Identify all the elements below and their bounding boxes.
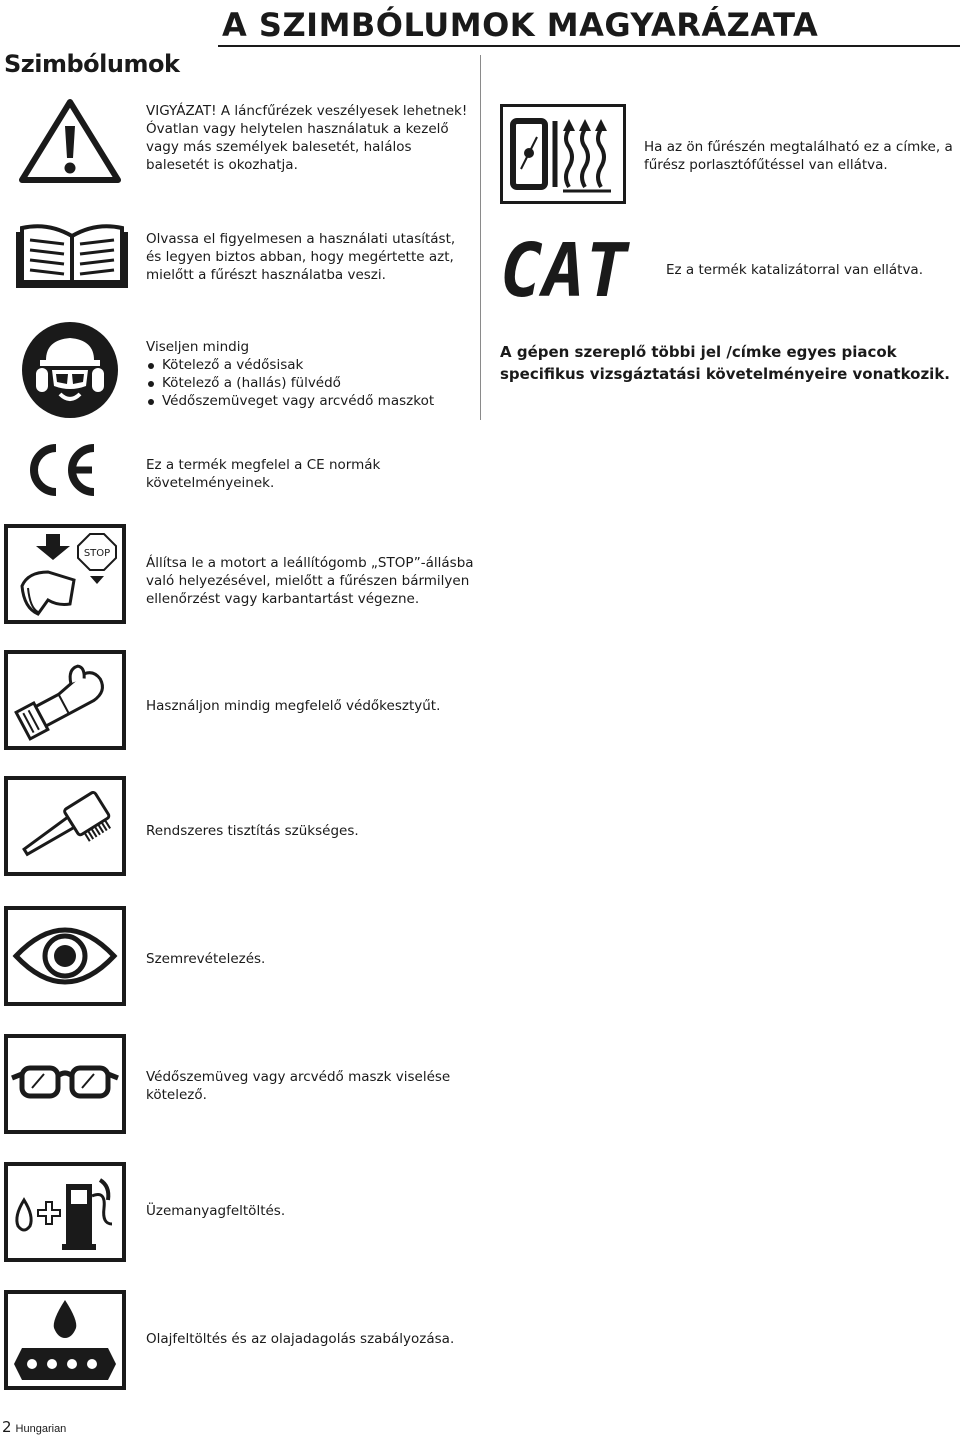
ce-line: Ez a termék megfelel a CE normák: [146, 457, 381, 473]
warning-triangle-icon: [18, 98, 122, 184]
ce-mark-icon: [22, 442, 98, 498]
fuel-text: Üzemanyagfeltöltés.: [146, 1203, 286, 1219]
glasses-line: Védőszemüveg vagy arcvédő maszk viselése: [146, 1069, 451, 1085]
column-divider: [480, 55, 481, 420]
market-note-line: specifikus vizsgáztatási követelményeire vonatkozik.: [500, 365, 950, 383]
stop-switch-drawing: [8, 528, 122, 620]
gloves-text: Használjon mindig megfelelő védőkesztyűt.: [146, 698, 441, 714]
ppe-item: Védőszemüveget vagy arcvédő maszkot: [146, 392, 476, 410]
page-title: A SZIMBÓLUMOK MAGYARÁZATA: [222, 6, 819, 44]
cat-text-icon: [500, 236, 630, 304]
market-note-line: A gépen szereplő többi jel /címke egyes piacok: [500, 343, 897, 361]
catalyst-text: Ez a termék katalizátorral van ellátva.: [666, 262, 923, 278]
cleaning-text: Rendszeres tisztítás szükséges.: [146, 823, 359, 839]
oil-drop-chain-icon: [4, 1290, 126, 1390]
oil-drawing: [8, 1294, 122, 1386]
fuel-pump-icon: [4, 1162, 126, 1262]
section-title: Szimbólumok: [4, 50, 180, 78]
heated-line: fűrész porlasztófűtéssel van ellátva.: [644, 157, 888, 173]
heated-drawing: [503, 107, 623, 201]
stop-sign-label: STOP: [83, 548, 111, 559]
page-footer: [2, 1418, 66, 1436]
glove-drawing: [8, 654, 122, 746]
eye-drawing: [8, 910, 122, 1002]
heated-handle-icon: [500, 104, 626, 204]
warning-text: [146, 102, 476, 174]
ppe-text: [146, 338, 476, 410]
safety-glasses-icon: [4, 1034, 126, 1134]
manual-text: [146, 230, 476, 284]
glasses-drawing: [8, 1038, 122, 1130]
cat-label: CAT: [500, 236, 630, 304]
ppe-item: Kötelező a (hallás) fülvédő: [146, 374, 476, 392]
brush-drawing: [8, 780, 122, 872]
eye-icon: [4, 906, 126, 1006]
stop-line: ellenőrzést vagy karbantartást végezne.: [146, 591, 420, 607]
glasses-line: kötelező.: [146, 1087, 207, 1103]
warning-line: balesetét is okozhatja.: [146, 157, 298, 173]
warning-line: VIGYÁZAT! A láncfűrézek veszélyesek lehetnek!: [146, 103, 468, 119]
stop-line: való helyezésével, mielőtt a fűrészen bármilyen: [146, 573, 470, 589]
heated-line: Ha az ön fűrészén megtalálható ez a címke, a: [644, 139, 953, 155]
inspection-text: Szemrevételezés.: [146, 951, 266, 967]
stop-line: Állítsa le a motort a leállítógomb „STOP”-állásba: [146, 555, 474, 571]
ce-text: [146, 456, 476, 492]
market-note: [500, 341, 956, 385]
warning-line: Óvatlan vagy helytelen használatuk a kezelő: [146, 121, 449, 137]
footer-language: Hungarian: [15, 1423, 67, 1435]
oil-text: Olajfeltöltés és az olajadagolás szabályozása.: [146, 1331, 455, 1347]
manual-book-icon: [16, 218, 128, 288]
ppe-intro: Viseljen mindig: [146, 339, 250, 355]
fuel-drawing: [8, 1166, 122, 1258]
warning-line: vagy más személyek balesetét, halálos: [146, 139, 412, 155]
manual-line: és legyen biztos abban, hogy megértette azt,: [146, 249, 454, 265]
page-number: 2: [2, 1418, 12, 1436]
stop-text: [146, 554, 476, 608]
glove-icon: [4, 650, 126, 750]
heated-text: [644, 138, 960, 174]
ppe-item: Kötelező a védősisak: [146, 356, 476, 374]
glasses-text: [146, 1068, 476, 1104]
manual-line: Olvassa el figyelmesen a használati utasítást,: [146, 231, 456, 247]
stop-switch-icon: [4, 524, 126, 624]
title-divider: [218, 45, 960, 47]
ce-line: követelményeinek.: [146, 475, 275, 491]
cleaning-brush-icon: [4, 776, 126, 876]
helmet-earmuffs-visor-icon: [20, 320, 120, 420]
ppe-list: [146, 356, 476, 410]
manual-line: mielőtt a fűrészt használatba veszi.: [146, 267, 386, 283]
